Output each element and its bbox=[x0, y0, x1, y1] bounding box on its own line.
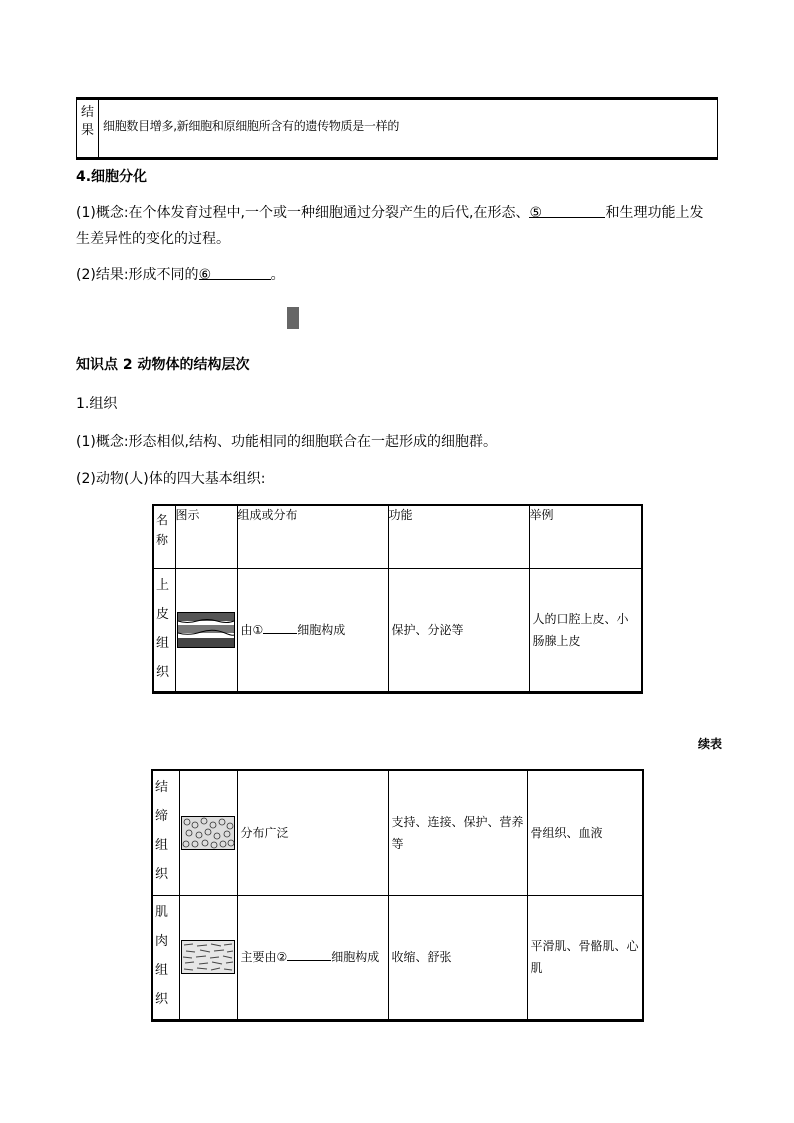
muscle-function: 收缩、舒张 bbox=[388, 895, 527, 1020]
tissue-concept: (1)概念:形态相似,结构、功能相同的细胞联合在一起形成的细胞群。 bbox=[76, 434, 497, 450]
table-row bbox=[152, 895, 643, 1020]
four-tissues-intro: (2)动物(人)体的四大基本组织: bbox=[76, 471, 266, 487]
page-marker bbox=[287, 307, 299, 329]
header-examples: 举例 bbox=[529, 505, 642, 568]
composition-a: 主要由② bbox=[240, 950, 288, 964]
composition-b: 细胞构成 bbox=[331, 950, 380, 964]
result-text-a: (2)结果:形成不同的 bbox=[76, 267, 199, 283]
knowledge2-sub1: 1.组织 bbox=[76, 396, 118, 412]
section4-concept-line2: 生差异性的变化的过程。 bbox=[76, 231, 230, 247]
connective-composition: 分布广泛 bbox=[237, 770, 388, 895]
table-header-row bbox=[153, 505, 642, 568]
blank-2[interactable] bbox=[287, 948, 331, 961]
connective-examples: 骨组织、血液 bbox=[527, 770, 643, 895]
epithelial-tissue-illustration bbox=[177, 612, 235, 648]
connective-function: 支持、连接、保护、营养等 bbox=[388, 770, 527, 895]
row-name-muscle: 肌肉组织 bbox=[152, 895, 179, 1020]
section4-result bbox=[76, 265, 285, 285]
connective-tissue-illustration bbox=[181, 816, 235, 850]
blank-5-number: ⑤ bbox=[529, 205, 543, 221]
header-function: 功能 bbox=[388, 505, 529, 568]
continued-label: 续表 bbox=[698, 737, 723, 751]
header-name: 名称 bbox=[153, 505, 175, 568]
result-text: 细胞数目增多,新细胞和原细胞所含有的遗传物质是一样的 bbox=[103, 119, 400, 133]
muscle-figure-cell bbox=[179, 895, 237, 1020]
table-row bbox=[152, 770, 643, 895]
row-name-connective: 结缔组织 bbox=[152, 770, 179, 895]
muscle-tissue-illustration bbox=[181, 940, 235, 974]
muscle-examples: 平滑肌、骨骼肌、心肌 bbox=[527, 895, 643, 1020]
concept-text-a: (1)概念:在个体发育过程中,一个或一种细胞通过分裂产生的后代,在形态、 bbox=[76, 205, 530, 221]
concept-text-b: 和生理功能上发 bbox=[605, 205, 704, 221]
section4-concept-line1 bbox=[76, 203, 703, 223]
knowledge2-heading: 知识点 2 动物体的结构层次 bbox=[76, 357, 250, 373]
result-label: 结果 bbox=[77, 100, 99, 157]
composition-b: 细胞构成 bbox=[297, 622, 346, 637]
header-composition: 组成或分布 bbox=[237, 505, 388, 568]
composition-a: 由① bbox=[240, 622, 264, 637]
muscle-composition bbox=[237, 895, 388, 1020]
epithelial-examples: 人的口腔上皮、小肠腺上皮 bbox=[529, 568, 642, 692]
row-name-epithelial: 上皮组织 bbox=[153, 568, 175, 692]
result-box bbox=[76, 97, 718, 160]
blank-5[interactable] bbox=[529, 203, 605, 221]
epithelial-figure-cell bbox=[175, 568, 237, 692]
section4-heading: 4.细胞分化 bbox=[76, 169, 148, 185]
blank-1[interactable] bbox=[263, 621, 297, 634]
tissue-table-1 bbox=[152, 504, 643, 694]
blank-6[interactable] bbox=[198, 265, 271, 283]
connective-figure-cell bbox=[179, 770, 237, 895]
tissue-table-2 bbox=[151, 769, 644, 1022]
result-text-b: 。 bbox=[270, 267, 285, 283]
blank-6-number: ⑥ bbox=[198, 267, 212, 283]
header-figure: 图示 bbox=[175, 505, 237, 568]
epithelial-function: 保护、分泌等 bbox=[388, 568, 529, 692]
epithelial-composition bbox=[237, 568, 388, 692]
table-row bbox=[153, 568, 642, 692]
